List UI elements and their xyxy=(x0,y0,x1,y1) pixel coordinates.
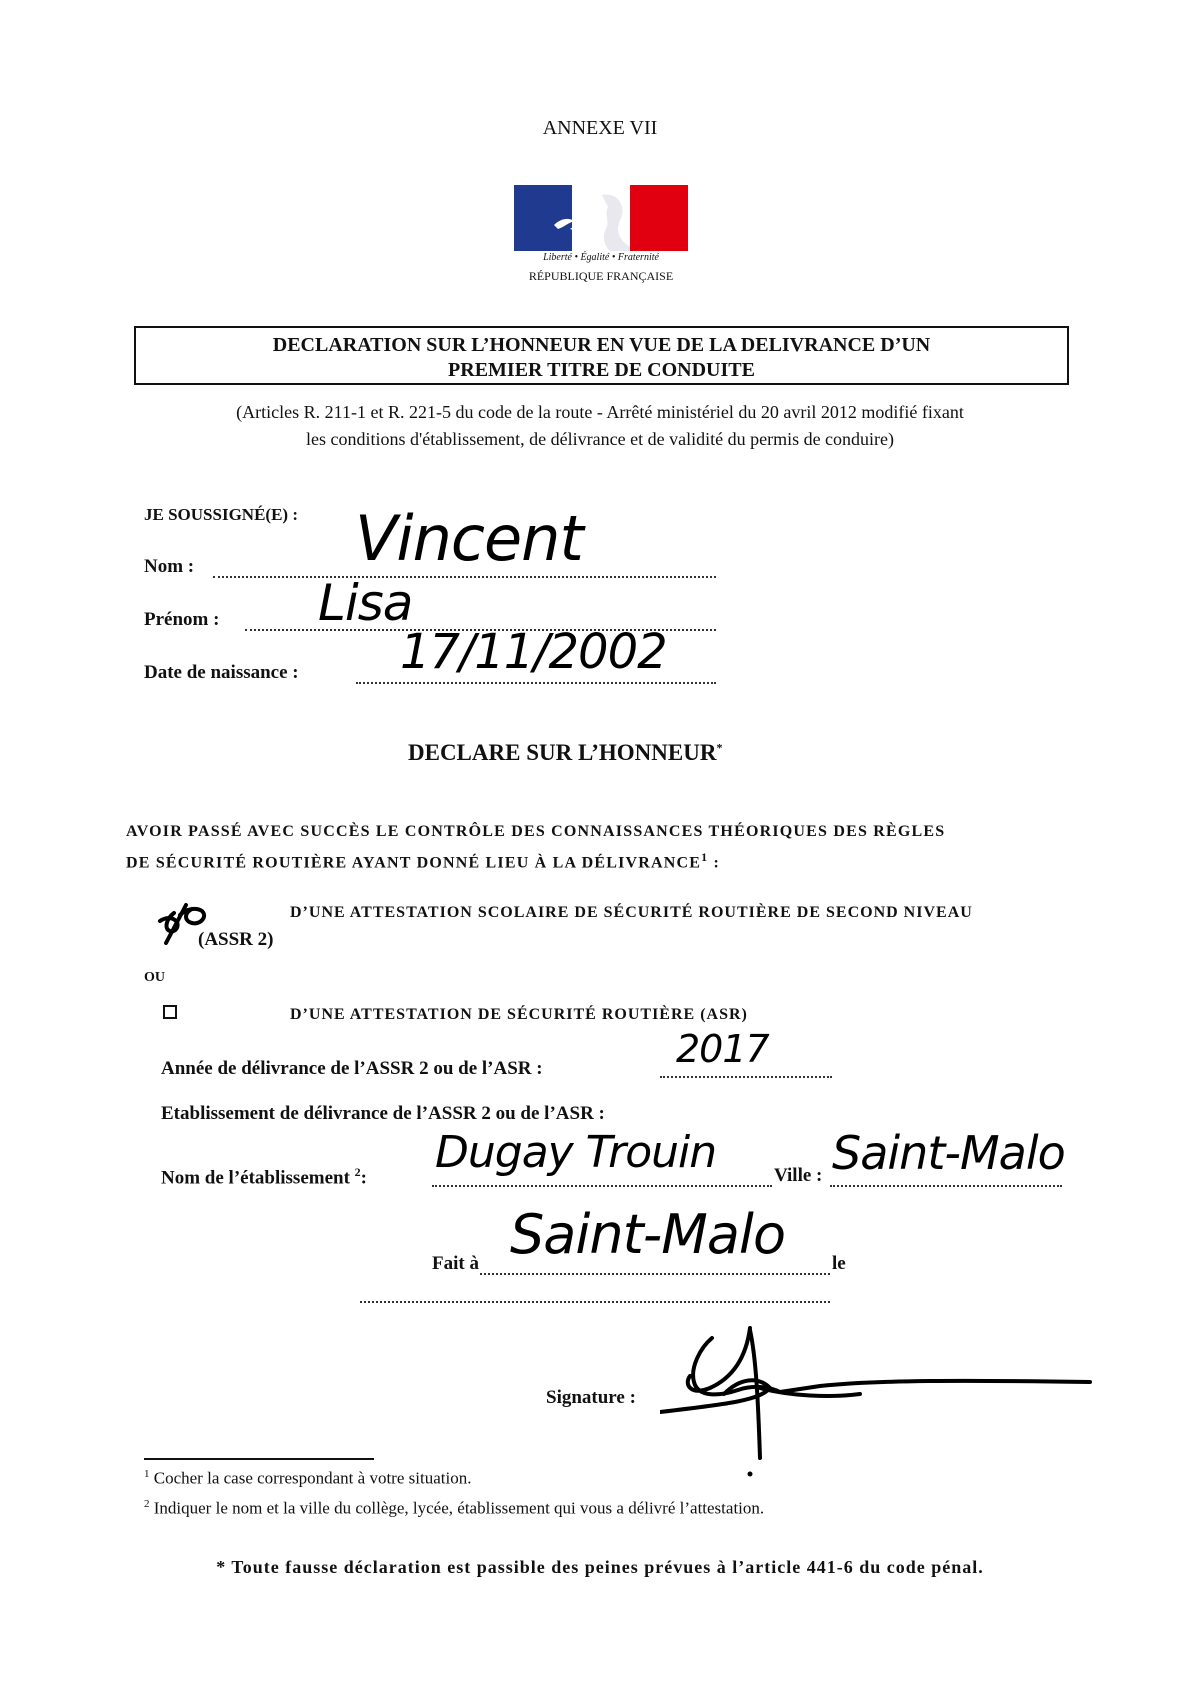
etablissement-handwritten: Dugay Trouin xyxy=(435,1127,717,1178)
etablissement-sup: 2 xyxy=(354,1165,361,1179)
avoir-sup: 1 xyxy=(701,850,709,864)
annee-label: Année de délivrance de l’ASSR 2 ou de l’ASR : xyxy=(161,1058,543,1079)
annee-handwritten: 2017 xyxy=(676,1027,769,1071)
fait-handwritten: Saint-Malo xyxy=(510,1203,785,1266)
warning-text: * Toute fausse déclaration est passible des peines prévues à l’article 441-6 du code pénal. xyxy=(216,1557,984,1577)
avoir-line-1: AVOIR PASSÉ AVEC SUCCÈS LE CONTRÔLE DES CONNAISSANCES THÉORIQUES DES RÈGLES xyxy=(126,823,946,840)
prenom-label: Prénom : xyxy=(144,609,220,630)
declare-heading-text: DECLARE SUR L’HONNEUR xyxy=(408,740,717,765)
footnote-1 xyxy=(144,1468,471,1489)
logo-republic: RÉPUBLIQUE FRANÇAISE xyxy=(528,269,674,283)
fait-label: Fait à xyxy=(432,1253,479,1274)
footnote-1-num: 1 xyxy=(144,1468,150,1480)
ville-handwritten: Saint-Malo xyxy=(832,1126,1065,1180)
logo-motto: Liberté • Égalité • Fraternité xyxy=(543,252,659,263)
option2-label: D’UNE ATTESTATION DE SÉCURITÉ ROUTIÈRE (ASR) xyxy=(290,1006,748,1023)
prenom-handwritten: Lisa xyxy=(318,574,413,632)
title-line-1: DECLARATION SUR L’HONNEUR EN VUE DE LA DELIVRANCE D’UN xyxy=(272,334,931,356)
declare-heading xyxy=(408,740,722,766)
footnote-2-text: Indiquer le nom et la ville du collège, lycée, établissement qui vous a délivré l’attestation. xyxy=(153,1498,765,1518)
etablissement-colon: : xyxy=(360,1167,367,1189)
footnote-rule xyxy=(144,1458,374,1460)
etablissement-label: Nom de l’établissement xyxy=(161,1167,350,1189)
ville-label: Ville : xyxy=(774,1165,823,1186)
avoir-colon: : xyxy=(708,854,721,872)
option1-label: D’UNE ATTESTATION SCOLAIRE DE SÉCURITÉ ROUTIÈRE DE SECOND NIVEAU xyxy=(290,904,973,921)
marianne-icon xyxy=(514,185,688,251)
fait-le-label: le xyxy=(832,1253,846,1274)
footnote-2 xyxy=(144,1498,764,1519)
option2-checkbox[interactable] xyxy=(163,1005,177,1019)
avoir-line-2-text: DE SÉCURITÉ ROUTIÈRE AYANT DONNÉ LIEU À LA DÉLIVRANCE xyxy=(126,854,702,872)
nom-label: Nom : xyxy=(144,556,195,577)
etablissement-label-row xyxy=(161,1165,367,1189)
annexe-label: ANNEXE VII xyxy=(542,117,658,139)
footnote-1-text: Cocher la case correspondant à votre situation. xyxy=(153,1468,472,1488)
naissance-handwritten: 17/11/2002 xyxy=(400,624,667,680)
soussigne-label: JE SOUSSIGNÉ(E) : xyxy=(144,505,298,524)
ou-label: OU xyxy=(144,970,165,985)
avoir-line-2 xyxy=(126,850,720,872)
signature-area[interactable] xyxy=(660,1318,1100,1478)
declare-star: * xyxy=(716,740,723,755)
subtitle-line-1: (Articles R. 211-1 et R. 221-5 du code de la route - Arrêté ministériel du 20 avril 2012 modifié fixant xyxy=(236,402,964,422)
date-field-line[interactable] xyxy=(360,1287,830,1303)
title-line-2: PREMIER TITRE DE CONDUITE xyxy=(448,359,755,381)
title-box xyxy=(134,326,1069,385)
naissance-label: Date de naissance : xyxy=(144,662,299,683)
republique-logo xyxy=(514,185,688,285)
handwritten-signature-icon xyxy=(660,1318,1100,1478)
signature-label: Signature : xyxy=(546,1387,636,1408)
nom-handwritten: Vincent xyxy=(355,502,583,575)
option1-sub: (ASSR 2) xyxy=(198,929,274,950)
etablissement-heading: Etablissement de délivrance de l’ASSR 2 ou de l’ASR : xyxy=(161,1103,605,1124)
subtitle-line-2: les conditions d'établissement, de délivrance et de validité du permis de conduire) xyxy=(305,429,895,449)
footnote-2-num: 2 xyxy=(144,1498,150,1510)
